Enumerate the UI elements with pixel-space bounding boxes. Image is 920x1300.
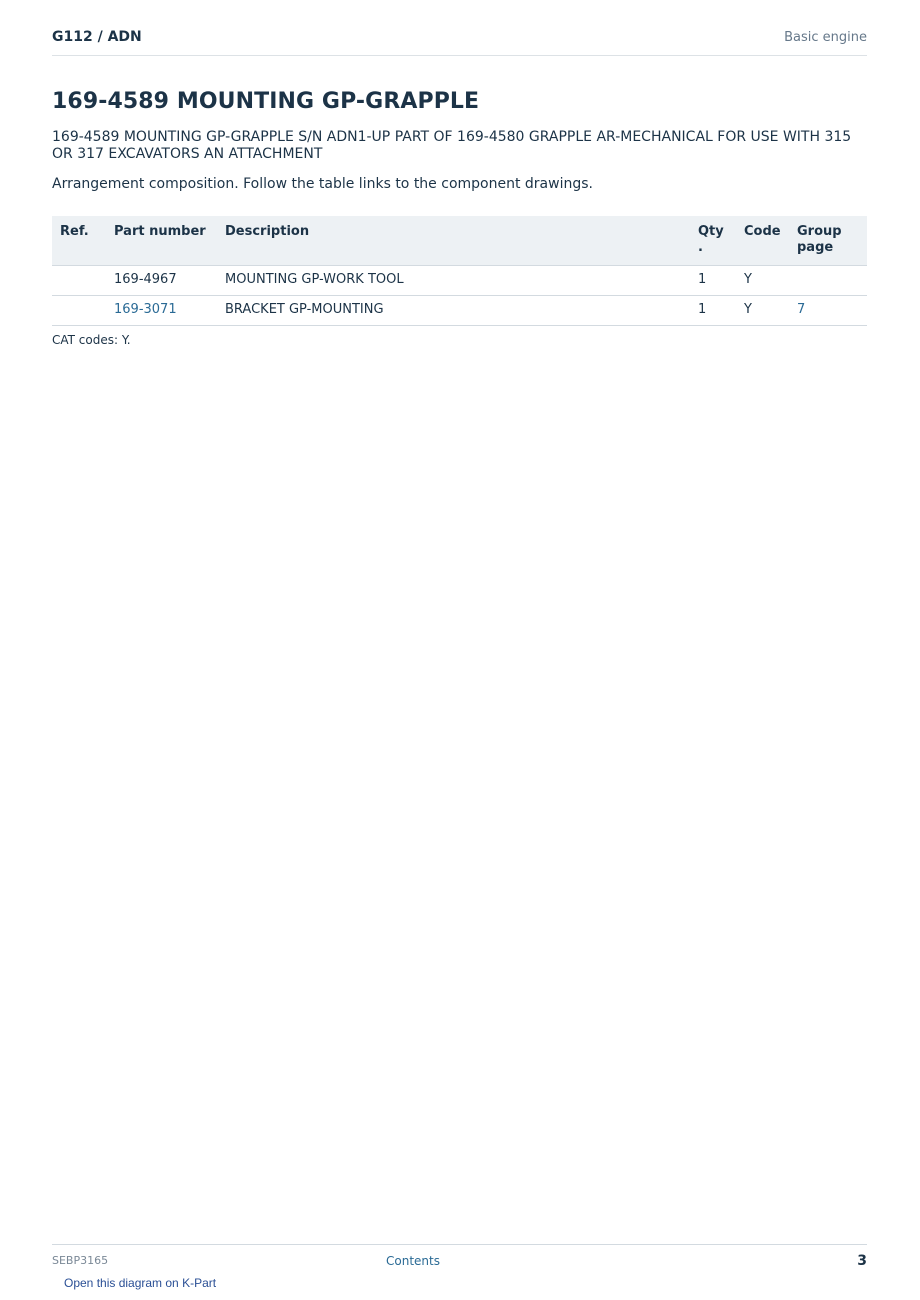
column-header-qty-label: Qty . [698, 224, 724, 255]
group-page-link[interactable]: 7 [797, 302, 806, 317]
part-number-link[interactable]: 169-3071 [114, 302, 177, 317]
cell-description: BRACKET GP-MOUNTING [217, 296, 690, 326]
cell-code: Y [736, 266, 789, 296]
cell-ref [52, 266, 106, 296]
column-header-qty [690, 216, 736, 266]
breadcrumb: G112 / ADN [52, 29, 142, 45]
table-row [52, 266, 867, 296]
column-header-group-page-label: Group page [797, 224, 842, 255]
page-footer [52, 1244, 867, 1275]
intro-text: Arrangement composition. Follow the table links to the component drawings. [52, 176, 593, 192]
cell-description: MOUNTING GP-WORK TOOL [217, 266, 690, 296]
column-header-group-page [789, 216, 867, 266]
cell-ref [52, 296, 106, 326]
cell-code: Y [736, 296, 789, 326]
section-label: Basic engine [784, 30, 867, 45]
page-number: 3 [857, 1253, 867, 1269]
column-header-code: Code [736, 216, 789, 266]
column-header-part-number: Part number [106, 216, 217, 266]
contents-link[interactable]: Contents [386, 1254, 440, 1268]
cell-part-number: 169-4967 [106, 266, 217, 296]
document-id: SEBP3165 [52, 1254, 109, 1267]
parts-table [52, 216, 867, 326]
cell-part-number [106, 296, 217, 326]
cell-qty: 1 [690, 296, 736, 326]
page-title: 169-4589 MOUNTING GP-GRAPPLE [52, 89, 480, 114]
page-subtitle: 169-4589 MOUNTING GP-GRAPPLE S/N ADN1-UP PART OF 169-4580 GRAPPLE AR-MECHANICAL FOR USE WITH 315 OR 317 EXCAVATORS AN ATTACHMENT [52, 129, 852, 162]
cell-qty: 1 [690, 266, 736, 296]
page-header [52, 28, 867, 56]
table-header-row [52, 216, 867, 266]
cell-group-page [789, 266, 867, 296]
kpart-link[interactable]: Open this diagram on K-Part [64, 1276, 217, 1290]
column-header-ref: Ref. [52, 216, 106, 266]
cat-codes-note: CAT codes: Y. [52, 333, 131, 347]
cell-group-page [789, 296, 867, 326]
table-row [52, 296, 867, 326]
column-header-description: Description [217, 216, 690, 266]
